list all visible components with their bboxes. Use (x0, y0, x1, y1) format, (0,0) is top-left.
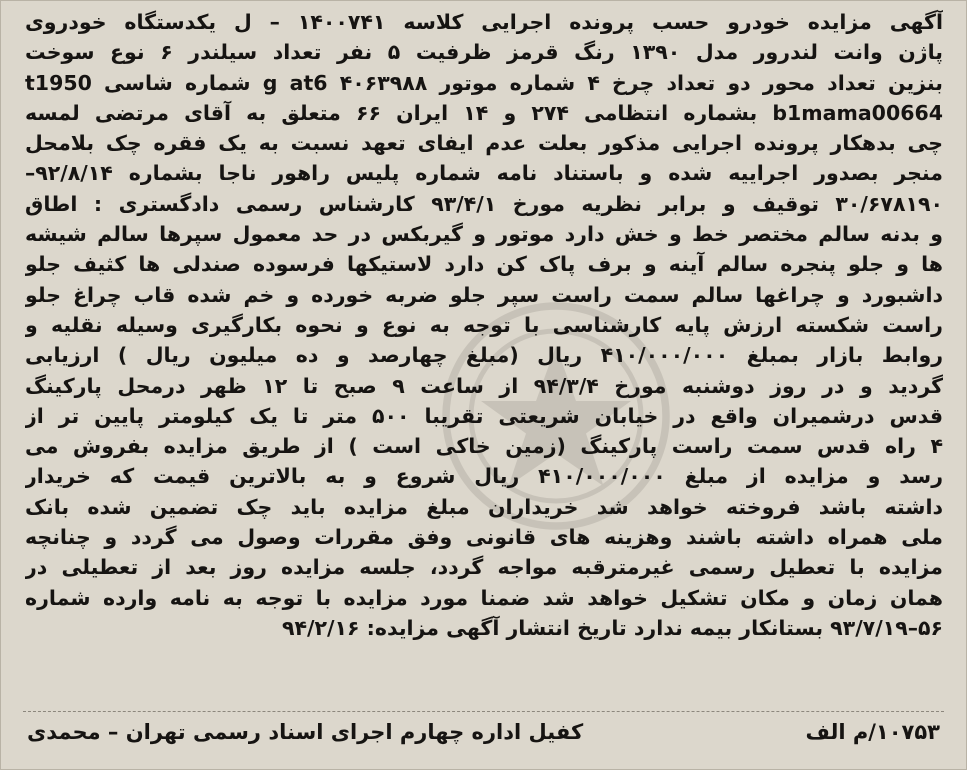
notice-line: گردید و در روز دوشنبه مورخ ۹۴/۳/۴ از ساعت ۹ صبح تا ۱۲ ظهر درمحل پارکینگ (25, 373, 943, 398)
notice-line: مزایده با تعطیل رسمی غیرمترقبه مواجه گردد، جلسه مزایده روز بعد از تعطیلی در (25, 555, 943, 580)
notice-line: ها و جلو پنجره سالم آینه و برف پاک کن دارد لاستیکها فرسوده صندلی ها کثیف جلو (25, 252, 943, 277)
notice-body (25, 7, 943, 643)
footer-divider (23, 711, 944, 712)
notice-line: b1mama00664 بشماره انتظامی ۲۷۴ و ۱۴ ایران ۶۶ متعلق به آقای مرتضی لمسه (25, 100, 943, 125)
notice-line: بنزین تعداد محور دو تعداد چرخ ۴ شماره موتور g at6 ۴۰۶۳۹۸۸ شماره شاسی t1950 (25, 70, 943, 95)
notice-line: ملی همراه داشته باشند وهزینه های قانونی وفق مقررات وصول می گردد و چنانچه (25, 525, 943, 550)
notice-line: چی بدهکار پرونده اجرایی مذکور بعلت عدم ایفای تعهد نسبت به یک فقره چک بلامحل (25, 131, 943, 156)
notice-line: راست شکسته ارزش پایه کارشناسی با توجه به نوع و نحوه بکارگیری وسیله نقلیه و (25, 312, 943, 337)
notice-line: قدس درشمیران واقع در خیابان شریعتی تقریبا ۵۰۰ متر تا یک کیلومتر پایین تر از (25, 403, 943, 428)
notice-line: داشبورد و چراغها سالم سمت راست سپر جلو ضربه خورده و خم شده قاب چراغ جلو (25, 282, 943, 307)
notice-line: داشته باشد فروخته خواهد شد خریداران مبلغ مزایده باید چک تضمین شده بانک (25, 494, 943, 519)
notice-line: ۴ راه قدس سمت راست پارکینگ (زمین خاکی است ) از طریق مزایده بفروش می (25, 434, 943, 459)
notice-line: روابط بازار بمبلغ ۴۱۰/۰۰۰/۰۰۰ ریال (مبلغ چهارصد و ده میلیون ریال ) ارزیابی (25, 343, 943, 368)
notice-line: همان زمان و مکان تشکیل خواهد شد ضمنا مورد مزایده با توجه به نامه وارده شماره (25, 585, 943, 610)
notice-line: ۳۰/۶۷۸۱۹۰ توقیف و برابر نظریه مورخ ۹۳/۴/۱ کارشناس رسمی دادگستری : اطاق (25, 191, 943, 216)
notice-line: پاژن وانت لندرور مدل ۱۳۹۰ رنگ قرمز ظرفیت ۵ نفر تعداد سیلندر ۶ نوع سوخت (25, 40, 943, 65)
notice-line: ۵۶–۹۳/۷/۱۹ بستانکار بیمه ندارد تاریخ انتشار آگهی مزایده: ۹۴/۲/۱۶ (282, 615, 943, 640)
notice-line: آگهی مزایده خودرو حسب پرونده اجرایی کلاسه ۱۴۰۰۷۴۱ – ل یکدستگاه خودروی (25, 10, 943, 34)
notice-footer (27, 716, 940, 748)
notice-line: منجر بصدور اجراییه شده و باستناد نامه شماره پلیس راهور ناجا بشماره ۹۲/۸/۱۴– (25, 161, 943, 186)
reference-number: ۱۰۷۵۳/م الف (805, 720, 940, 744)
signature-line: کفیل اداره چهارم اجرای اسناد رسمی تهران – محمدی (27, 720, 584, 744)
notice-line: رسد و مزایده از مبلغ ۴۱۰/۰۰۰/۰۰۰ ریال شروع و به بالاترین قیمت که خریدار (25, 464, 943, 489)
notice-line: و بدنه سالم مختصر خط و خش دارد موتور و گیربکس در حد معمول سپرها سالم شیشه (25, 222, 943, 247)
